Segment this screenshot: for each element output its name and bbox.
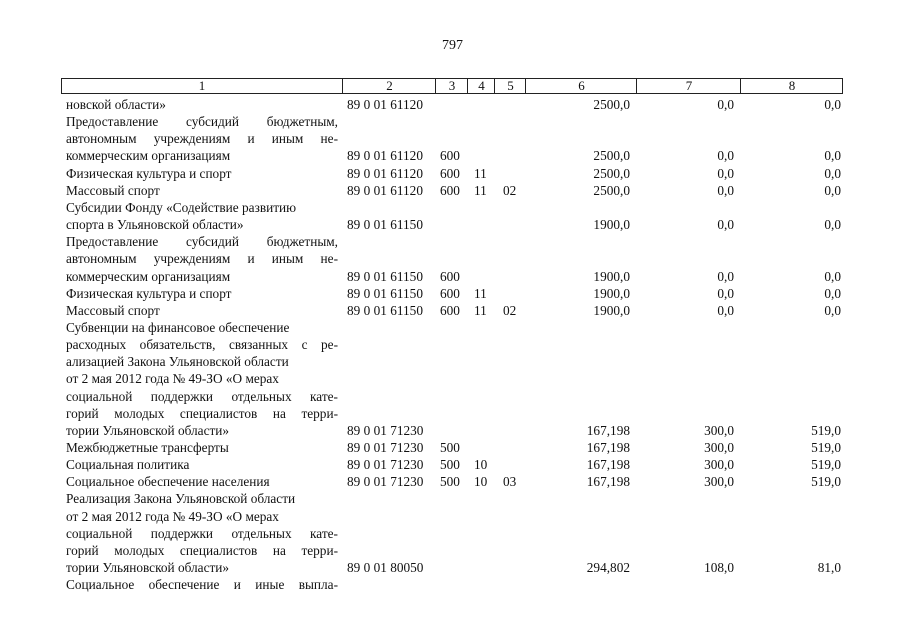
cell-c3: 600 bbox=[440, 285, 460, 301]
cell-c2: 89 0 01 71230 bbox=[347, 457, 424, 473]
cell-c7: 300,0 bbox=[704, 440, 734, 455]
cell-c2: 89 0 01 61120 bbox=[347, 165, 423, 181]
cell-c7: 0,0 bbox=[717, 285, 734, 301]
header-col-4: 4 bbox=[467, 79, 495, 93]
cell-c1: коммерческим организациям bbox=[66, 268, 231, 284]
table-row bbox=[0, 388, 905, 405]
cell-c5: 03 bbox=[503, 474, 517, 490]
table-row bbox=[0, 147, 905, 164]
cell-c1: горий молодых специалистов на терри- bbox=[66, 405, 338, 421]
cell-c1: Предоставление субсидий бюджетным, bbox=[66, 114, 338, 130]
table-row bbox=[0, 233, 905, 250]
cell-c2: 89 0 01 61150 bbox=[347, 217, 423, 233]
header-col-1: 1 bbox=[198, 78, 206, 93]
cell-c3: 600 bbox=[440, 148, 460, 164]
cell-c2: 89 0 01 71230 bbox=[347, 440, 424, 455]
table-row bbox=[0, 113, 905, 130]
cell-c7: 0,0 bbox=[717, 97, 734, 112]
cell-c3: 600 bbox=[440, 268, 460, 284]
table-row bbox=[0, 542, 905, 559]
cell-c1: спорта в Ульяновской области» bbox=[66, 217, 244, 233]
table-row bbox=[0, 319, 905, 336]
cell-c2: 89 0 01 61150 bbox=[347, 302, 423, 318]
cell-c6: 294,802 bbox=[586, 560, 630, 576]
cell-c3: 600 bbox=[440, 165, 460, 181]
cell-c1: ализацией Закона Ульяновской области bbox=[66, 354, 289, 370]
cell-c6: 167,198 bbox=[586, 457, 630, 473]
cell-c4: 11 bbox=[474, 165, 487, 181]
cell-c2: 89 0 01 61120 bbox=[347, 97, 423, 112]
cell-c7: 300,0 bbox=[704, 457, 734, 473]
cell-c1: Межбюджетные трансферты bbox=[66, 440, 229, 455]
cell-c1: Предоставление субсидий бюджетным, bbox=[66, 234, 338, 250]
cell-c6: 1900,0 bbox=[593, 268, 630, 284]
cell-c1: Массовый спорт bbox=[66, 182, 160, 198]
cell-c1: тории Ульяновской области» bbox=[66, 560, 230, 576]
cell-c7: 0,0 bbox=[717, 217, 734, 233]
cell-c7: 300,0 bbox=[704, 422, 734, 438]
cell-c4: 11 bbox=[474, 302, 487, 318]
cell-c5: 02 bbox=[503, 182, 517, 198]
cell-c2: 89 0 01 61150 bbox=[347, 285, 423, 301]
cell-c7: 108,0 bbox=[704, 560, 734, 576]
cell-c6: 2500,0 bbox=[593, 97, 630, 112]
cell-c2: 89 0 01 61120 bbox=[347, 148, 423, 164]
cell-c2: 89 0 01 61150 bbox=[347, 268, 423, 284]
cell-c7: 0,0 bbox=[717, 302, 734, 318]
cell-c1: Физическая культура и спорт bbox=[66, 165, 232, 181]
cell-c8: 519,0 bbox=[811, 422, 841, 438]
table-row bbox=[0, 165, 905, 182]
cell-c3: 500 bbox=[440, 474, 460, 490]
table-row bbox=[0, 353, 905, 370]
table-row bbox=[0, 199, 905, 216]
cell-c1: от 2 мая 2012 года № 49-ЗО «О мерах bbox=[66, 371, 279, 387]
table-row bbox=[0, 576, 905, 593]
cell-c7: 0,0 bbox=[717, 268, 734, 284]
cell-c6: 1900,0 bbox=[593, 302, 630, 318]
table-row bbox=[0, 525, 905, 542]
header-col-7: 7 bbox=[636, 79, 741, 93]
cell-c1: Социальное обеспечение и иные выпла- bbox=[66, 577, 338, 593]
table-row bbox=[0, 559, 905, 576]
cell-c3: 600 bbox=[440, 302, 460, 318]
cell-c1: коммерческим организациям bbox=[66, 148, 231, 164]
cell-c1: социальной поддержки отдельных кате- bbox=[66, 525, 338, 541]
table-row bbox=[0, 405, 905, 422]
cell-c1: от 2 мая 2012 года № 49-ЗО «О мерах bbox=[66, 508, 279, 524]
cell-c6: 2500,0 bbox=[593, 165, 630, 181]
cell-c1: Массовый спорт bbox=[66, 302, 160, 318]
cell-c8: 0,0 bbox=[824, 285, 841, 301]
cell-c1: новской области» bbox=[66, 97, 166, 112]
table-row bbox=[0, 250, 905, 267]
cell-c2: 89 0 01 80050 bbox=[347, 560, 424, 576]
table-header bbox=[61, 78, 843, 94]
table-row bbox=[0, 302, 905, 319]
table-row bbox=[0, 508, 905, 525]
table-row bbox=[0, 456, 905, 473]
cell-c2: 89 0 01 71230 bbox=[347, 422, 424, 438]
table-row bbox=[0, 422, 905, 439]
table-row bbox=[0, 182, 905, 199]
cell-c4: 11 bbox=[474, 182, 487, 198]
cell-c7: 300,0 bbox=[704, 474, 734, 490]
cell-c3: 600 bbox=[440, 182, 460, 198]
cell-c8: 0,0 bbox=[824, 165, 841, 181]
cell-c8: 519,0 bbox=[811, 440, 841, 455]
cell-c1: тории Ульяновской области» bbox=[66, 422, 230, 438]
table-row bbox=[0, 370, 905, 387]
cell-c1: Субвенции на финансовое обеспечение bbox=[66, 319, 290, 335]
cell-c1: Физическая культура и спорт bbox=[66, 285, 232, 301]
cell-c6: 1900,0 bbox=[593, 285, 630, 301]
cell-c8: 81,0 bbox=[817, 560, 841, 576]
cell-c7: 0,0 bbox=[717, 148, 734, 164]
cell-c6: 167,198 bbox=[586, 474, 630, 490]
table-row bbox=[0, 439, 905, 456]
cell-c4: 11 bbox=[474, 285, 487, 301]
table-row bbox=[0, 336, 905, 353]
cell-c6: 167,198 bbox=[586, 422, 630, 438]
cell-c8: 0,0 bbox=[824, 148, 841, 164]
cell-c8: 0,0 bbox=[824, 97, 841, 112]
cell-c8: 0,0 bbox=[824, 302, 841, 318]
table-row bbox=[0, 473, 905, 490]
cell-c8: 519,0 bbox=[811, 474, 841, 490]
cell-c1: Социальная политика bbox=[66, 457, 190, 473]
header-col-3: 3 bbox=[435, 79, 468, 93]
table-row bbox=[0, 490, 905, 507]
cell-c6: 167,198 bbox=[586, 440, 630, 455]
cell-c4: 10 bbox=[474, 457, 488, 473]
cell-c3: 500 bbox=[440, 440, 460, 455]
header-col-2: 2 bbox=[342, 79, 436, 93]
cell-c8: 0,0 bbox=[824, 217, 841, 233]
cell-c3: 500 bbox=[440, 457, 460, 473]
table-row bbox=[0, 96, 905, 113]
cell-c8: 519,0 bbox=[811, 457, 841, 473]
cell-c1: Субсидии Фонду «Содействие развитию bbox=[66, 199, 297, 215]
header-col-6: 6 bbox=[525, 79, 637, 93]
cell-c1: автономным учреждениям и иным не- bbox=[66, 131, 338, 147]
table-row bbox=[0, 268, 905, 285]
table-row bbox=[0, 285, 905, 302]
cell-c6: 2500,0 bbox=[593, 148, 630, 164]
cell-c1: горий молодых специалистов на терри- bbox=[66, 542, 338, 558]
cell-c1: автономным учреждениям и иным не- bbox=[66, 251, 338, 267]
table-row bbox=[0, 216, 905, 233]
table-row bbox=[0, 130, 905, 147]
cell-c1: расходных обязательств, связанных с ре- bbox=[66, 337, 338, 353]
page-number: 797 bbox=[442, 38, 463, 53]
cell-c1: Реализация Закона Ульяновской области bbox=[66, 491, 296, 507]
cell-c6: 2500,0 bbox=[593, 182, 630, 198]
cell-c7: 0,0 bbox=[717, 182, 734, 198]
cell-c8: 0,0 bbox=[824, 182, 841, 198]
cell-c2: 89 0 01 71230 bbox=[347, 474, 424, 490]
header-col-8: 8 bbox=[740, 79, 843, 93]
cell-c1: Социальное обеспечение населения bbox=[66, 474, 270, 490]
header-col-5: 5 bbox=[494, 79, 526, 93]
cell-c5: 02 bbox=[503, 302, 517, 318]
cell-c8: 0,0 bbox=[824, 268, 841, 284]
cell-c6: 1900,0 bbox=[593, 217, 630, 233]
cell-c4: 10 bbox=[474, 474, 488, 490]
cell-c7: 0,0 bbox=[717, 165, 734, 181]
cell-c2: 89 0 01 61120 bbox=[347, 182, 423, 198]
cell-c1: социальной поддержки отдельных кате- bbox=[66, 388, 338, 404]
